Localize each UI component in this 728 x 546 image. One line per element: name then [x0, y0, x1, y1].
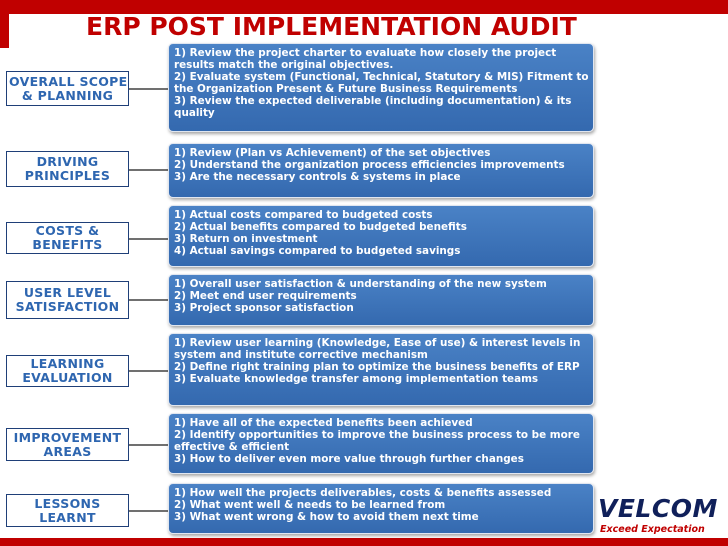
detail-item: 1) Overall user satisfaction & understanding of the new system: [174, 278, 547, 290]
label-learning-evaluation: [6, 355, 129, 387]
connector-line: [129, 299, 168, 301]
detail-item: 2) Understand the organization process efficiencies improvements: [174, 159, 565, 171]
label-lessons-learnt: [6, 494, 129, 527]
left-red-accent: [0, 14, 9, 48]
detail-box-overall-scope-planning: [168, 43, 594, 132]
label-line: LESSONS: [34, 495, 101, 511]
label-line: OVERALL SCOPE: [9, 73, 128, 89]
label-line: LEARNT: [39, 509, 96, 525]
label-driving-principles: [6, 151, 129, 187]
detail-box-learning-evaluation: [168, 333, 594, 406]
label-user-level-satisfaction: [6, 281, 129, 319]
connector-line: [129, 238, 168, 240]
detail-item: 1) Review the project charter to evaluate how closely the project results match the original objectives.: [174, 47, 557, 71]
detail-box-improvement-areas: [168, 413, 594, 474]
detail-item: 2) Actual benefits compared to budgeted benefits: [174, 221, 467, 233]
detail-item: 1) Review user learning (Knowledge, Ease of use) & interest levels in system and institute corrective mechanism: [174, 337, 581, 361]
detail-item: 3) Project sponsor satisfaction: [174, 302, 354, 314]
detail-box-lessons-learnt: [168, 483, 594, 534]
label-line: EVALUATION: [22, 370, 113, 385]
detail-item: 3) Are the necessary controls & systems in place: [174, 171, 461, 183]
label-line: SATISFACTION: [15, 299, 120, 314]
detail-item: 3) How to deliver even more value through further changes: [174, 453, 524, 465]
detail-box-driving-principles: [168, 143, 594, 198]
detail-item: 2) What went well & needs to be learned from: [174, 499, 446, 511]
label-line: USER LEVEL: [23, 285, 112, 300]
detail-item: 4) Actual savings compared to budgeted savings: [174, 245, 461, 257]
detail-box-user-level-satisfaction: [168, 274, 594, 326]
label-costs-benefits: [6, 222, 129, 254]
label-line: IMPROVEMENT: [13, 429, 122, 445]
label-line: COSTS &: [35, 223, 100, 238]
detail-item: 1) Review (Plan vs Achievement) of the set objectives: [174, 147, 491, 159]
label-line: & PLANNING: [21, 87, 114, 103]
label-improvement-areas: [6, 428, 129, 461]
page-title: ERP POST IMPLEMENTATION AUDIT: [86, 12, 577, 41]
label-line: BENEFITS: [32, 237, 103, 252]
detail-item: 3) Return on investment: [174, 233, 318, 245]
detail-item: 3) Evaluate knowledge transfer among implementation teams: [174, 373, 539, 385]
connector-line: [129, 88, 168, 90]
detail-item: 2) Identify opportunities to improve the business process to be more effective & efficient: [174, 429, 580, 453]
detail-box-costs-benefits: [168, 205, 594, 267]
detail-item: 1) How well the projects deliverables, costs & benefits assessed: [174, 487, 552, 499]
label-line: PRINCIPLES: [24, 168, 111, 183]
detail-item: 1) Have all of the expected benefits been achieved: [174, 417, 473, 429]
connector-line: [129, 444, 168, 446]
label-line: LEARNING: [30, 356, 105, 371]
label-overall-scope-planning: [6, 71, 129, 106]
detail-item: 3) Review the expected deliverable (including documentation) & its quality: [174, 95, 572, 119]
detail-item: 3) What went wrong & how to avoid them next time: [174, 511, 479, 523]
velcom-logo: VELCOM: [598, 494, 718, 523]
detail-item: 2) Meet end user requirements: [174, 290, 357, 302]
label-line: DRIVING: [36, 154, 99, 169]
connector-line: [129, 370, 168, 372]
bottom-red-bar: [0, 538, 728, 546]
logo-tagline: Exceed Expectation: [600, 524, 705, 535]
detail-item: 1) Actual costs compared to budgeted costs: [174, 209, 433, 221]
detail-item: 2) Define right training plan to optimize the business benefits of ERP: [174, 361, 580, 373]
label-line: AREAS: [43, 443, 92, 459]
connector-line: [129, 169, 168, 171]
detail-item: 2) Evaluate system (Functional, Technical, Statutory & MIS) Fitment to the Organization Present & Future Business Requirements: [174, 71, 589, 95]
connector-line: [129, 510, 168, 512]
